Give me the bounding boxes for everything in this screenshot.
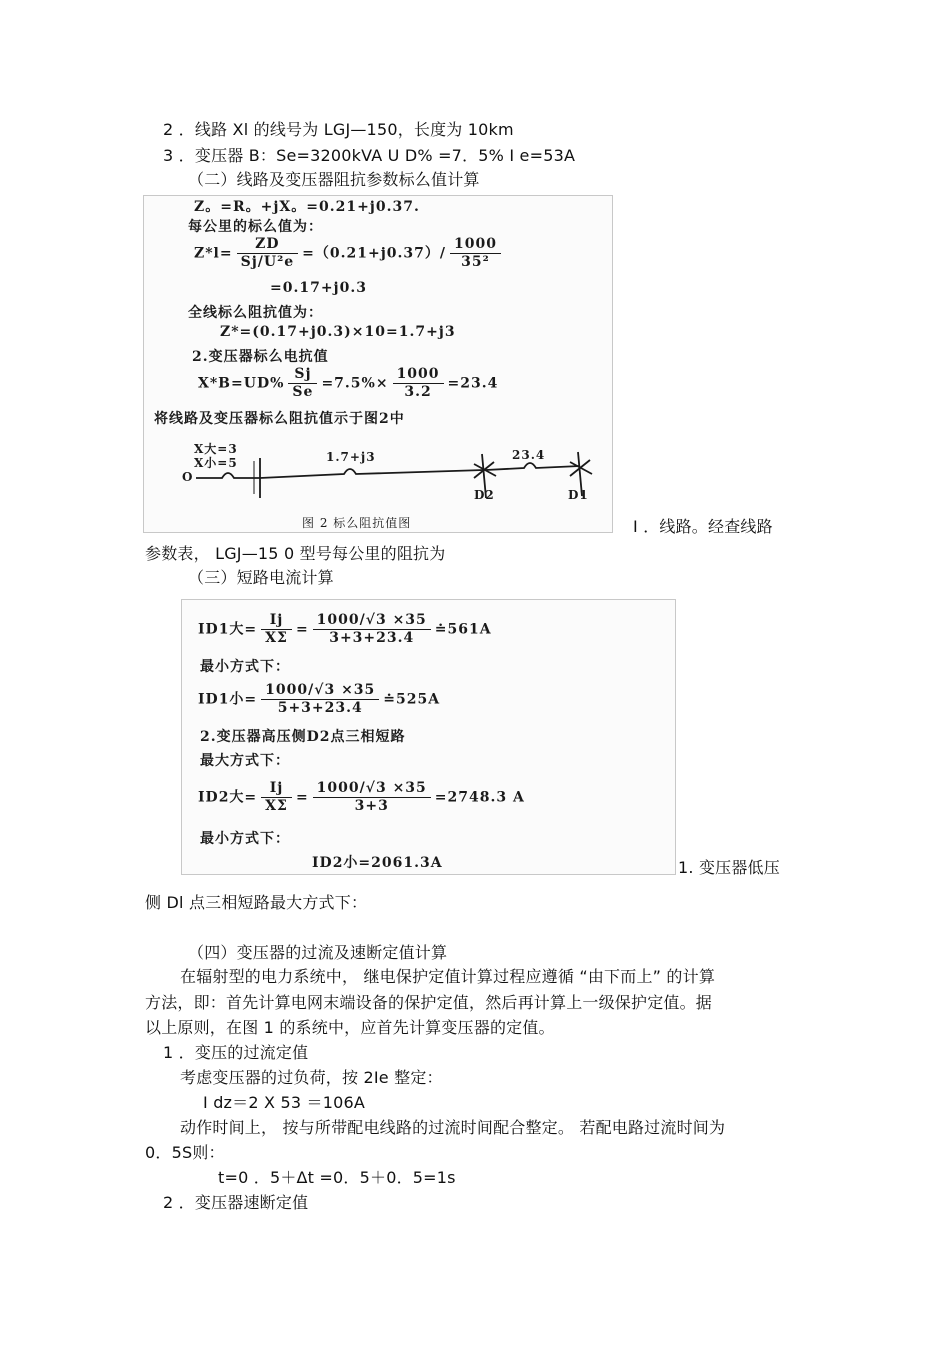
fig2-row7: 最小方式下： xyxy=(200,831,290,847)
heading-impedance-calc: （二）线路及变压器阻抗参数标么值计算 xyxy=(188,170,480,189)
fig1-caption: 图 2 标么阻抗值图 xyxy=(302,516,412,530)
para-action-time: 动作时间上， 按与所带配电线路的过流时间配合整定。 若配电路过流时间为 xyxy=(180,1118,726,1137)
fig2-r1-d1: XΣ xyxy=(265,630,288,646)
para-action-time-2: 0．5S则： xyxy=(145,1143,225,1162)
line-param-table: 参数表， LGJ—15 0 型号每公里的阻抗为 xyxy=(145,544,446,563)
diagram-wire-3 xyxy=(486,463,580,470)
fig1-line8-fden: 3.2 xyxy=(404,384,432,400)
fig2-r1-d2: 3+3+23.4 xyxy=(329,630,415,646)
fig1-line6: Z*=(0.17+j0.3)×10=1.7+j3 xyxy=(220,324,456,340)
fig1-line3-num: ZD xyxy=(237,236,299,254)
fig2-r6-eq: = xyxy=(295,789,309,806)
fig2-r3-lhs: ID1小= xyxy=(198,691,258,708)
figure-short-circuit-calculation xyxy=(181,599,676,875)
impedance-diagram xyxy=(144,196,612,532)
fig2-r6-d2: 3+3 xyxy=(354,798,389,814)
fig2-r1-n1: Ij xyxy=(261,612,292,630)
fig2-row5: 最大方式下： xyxy=(200,753,290,769)
fig2-r1-eq: = xyxy=(295,621,309,638)
heading-short-circuit: （三）短路电流计算 xyxy=(188,568,334,587)
fig2-r1-res: ≐561A xyxy=(434,621,492,638)
heading-overcurrent: （四）变压器的过流及速断定值计算 xyxy=(188,943,448,962)
diagram-wire-1 xyxy=(196,473,260,478)
line-d1-max-mode: 侧 Dl 点三相短路最大方式下： xyxy=(145,893,368,912)
fig2-r6-res: =2748.3 A xyxy=(434,789,525,806)
fig1-line4: =0.17+j0.3 xyxy=(270,280,367,296)
fig1-xmax: X大=3 xyxy=(194,442,238,456)
fig1-d1: D1 xyxy=(568,488,589,502)
fig2-row8: ID2小=2061.3A xyxy=(312,855,443,871)
fig2-row6 xyxy=(198,780,525,815)
fig2-r1-frac1 xyxy=(261,612,292,647)
figure-impedance-calculation xyxy=(143,195,613,533)
diagram-wire-2 xyxy=(260,469,484,478)
fig2-row4: 2.变压器高压侧D2点三相短路 xyxy=(200,729,406,745)
fig2-r6-d1: XΣ xyxy=(265,798,288,814)
para-overload: 考虑变压器的过负荷，按 2Ie 整定： xyxy=(180,1068,443,1087)
fig1-d2: D2 xyxy=(474,488,495,502)
fig1-line8-lhs: X*B=UD% xyxy=(198,375,285,392)
fig2-row1 xyxy=(198,612,492,647)
fig1-line3-mid: =（0.21+j0.37）/ xyxy=(302,245,446,262)
fig1-line8-num: Sj xyxy=(288,366,317,384)
fig2-row2: 最小方式下： xyxy=(200,659,290,675)
fig1-line5: 全线标么阻抗值为： xyxy=(188,305,323,321)
fig1-line7: 2.变压器标么电抗值 xyxy=(192,349,329,365)
para-principle-1: 在辐射型的电力系统中， 继电保护定值计算过程应遵循 “由下而上” 的计算 xyxy=(180,967,716,986)
item-transformer-b: 3 ．变压器 B：Se=3200kVA U D% =7．5% I e=53A xyxy=(163,146,576,165)
fig2-r6-lhs: ID2大= xyxy=(198,789,258,806)
fig1-line8-den: Se xyxy=(292,384,314,400)
fig2-r6-n2: 1000/√3 ×35 xyxy=(313,780,431,798)
fig1-line9: 将线路及变压器标么阻抗值示于图2中 xyxy=(154,411,405,427)
fig1-line1: Z。=R。+jX。=0.21+j0.37. xyxy=(194,199,420,215)
fig2-r3-den: 5+3+23.4 xyxy=(277,700,363,716)
item-line-xl: 2 ．线路 Xl 的线号为 LGJ—150，长度为 10km xyxy=(163,120,514,139)
fig2-r3-res: ≐525A xyxy=(383,691,441,708)
item-transformer-lv: 1. 变压器低压 xyxy=(678,858,780,877)
fig2-r1-n2: 1000/√3 ×35 xyxy=(313,612,431,630)
para-principle-2: 方法，即：首先计算电网末端设备的保护定值，然后再计算上一级保护定值。据 xyxy=(145,993,713,1012)
formula-time: t=0 ．5＋Δt =0．5＋0．5=1s xyxy=(218,1168,456,1187)
fig2-row3 xyxy=(198,682,440,717)
fig1-line3-den: Sj/U²e xyxy=(240,254,295,270)
fig2-r1-lhs: ID1大= xyxy=(198,621,258,638)
fig1-xmin: X小=5 xyxy=(194,456,238,470)
diagram-d2-bus xyxy=(482,454,486,498)
item-line-lookup: I ．线路。经查线路 xyxy=(633,517,773,536)
fig1-origin: O xyxy=(182,470,194,484)
fig1-line8-mid: =7.5%× xyxy=(321,375,389,392)
item-instant-setting: 2 ．变压器速断定值 xyxy=(163,1193,309,1212)
fig1-line8-res: =23.4 xyxy=(447,375,499,392)
diagram-d1-bus xyxy=(578,452,582,496)
fig2-r6-n1: Ij xyxy=(261,780,292,798)
fig1-line3-fnum: 1000 xyxy=(450,236,501,254)
fig1-seg2: 23.4 xyxy=(512,448,546,462)
item-overcurrent-setting: 1 ．变压的过流定值 xyxy=(163,1043,309,1062)
fig2-r6-frac2 xyxy=(313,780,431,815)
fig2-r1-frac2 xyxy=(313,612,431,647)
fig1-line8-fnum: 1000 xyxy=(393,366,444,384)
fig1-line2: 每公里的标么值为： xyxy=(188,219,323,235)
para-principle-3: 以上原则，在图 1 的系统中，应首先计算变压器的定值。 xyxy=(145,1018,555,1037)
formula-idz: I dz＝2 X 53 ＝106A xyxy=(203,1093,366,1112)
fig2-r3-frac xyxy=(261,682,379,717)
fig1-seg1: 1.7+j3 xyxy=(326,450,376,464)
fig1-line3-lhs: Z*l= xyxy=(194,245,233,262)
fig2-r3-num: 1000/√3 ×35 xyxy=(261,682,379,700)
fig1-line3-fden: 35² xyxy=(461,254,490,270)
fig2-r6-frac1 xyxy=(261,780,292,815)
